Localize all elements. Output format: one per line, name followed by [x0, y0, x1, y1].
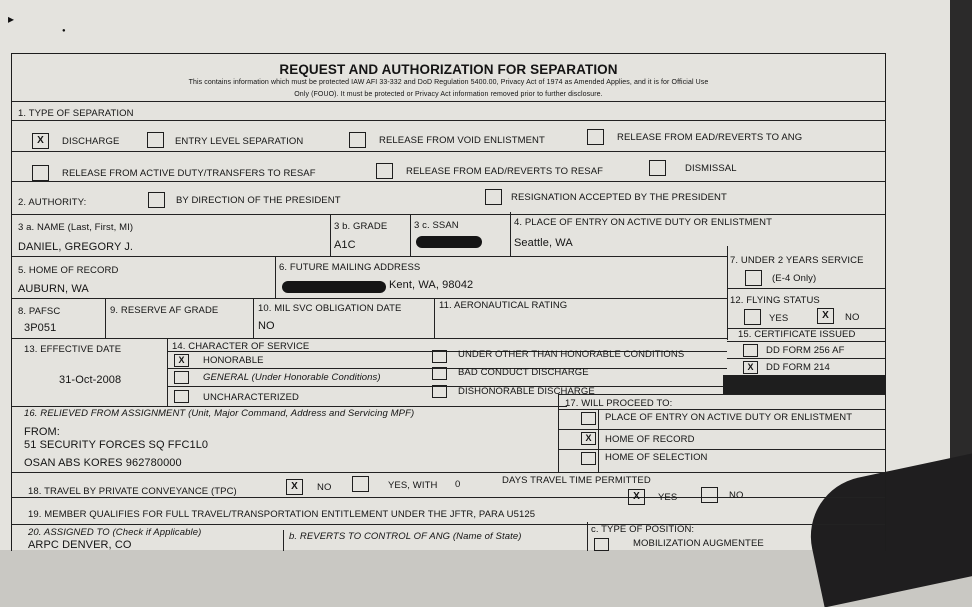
entry-level-separation-label: ENTRY LEVEL SEPARATION — [175, 136, 304, 147]
entitlement-no-checkbox[interactable] — [701, 487, 718, 503]
separation-form — [11, 53, 886, 551]
flying-status-no-checkbox[interactable]: X — [817, 308, 834, 324]
character-of-service-label: 14. CHARACTER OF SERVICE — [172, 341, 310, 352]
under-2-years-note: (E-4 Only) — [772, 273, 817, 284]
tpc-days-value: 0 — [455, 479, 461, 490]
grade-label: 3 b. GRADE — [334, 221, 388, 232]
place-of-entry-value: Seattle, WA — [514, 237, 573, 249]
general-label: GENERAL (Under Honorable Conditions) — [203, 372, 381, 383]
effective-date-value: 31-Oct-2008 — [59, 374, 122, 386]
general-checkbox[interactable] — [174, 371, 189, 384]
home-of-record-label: 5. HOME OF RECORD — [18, 265, 119, 276]
privacy-notice-line2: Only (FOUO). It must be protected or Privacy Act information removed prior to further disclosure. — [294, 91, 603, 98]
entry-level-separation-checkbox[interactable] — [147, 132, 164, 148]
resignation-accepted-checkbox[interactable] — [485, 189, 502, 205]
mobilization-augmentee-label: MOBILIZATION AUGMENTEE — [633, 538, 764, 549]
release-active-duty-label: RELEASE FROM ACTIVE DUTY/TRANSFERS TO RESAF — [62, 168, 316, 179]
type-of-separation-label: 1. TYPE OF SEPARATION — [18, 108, 134, 119]
under-other-than-honorable-label: UNDER OTHER THAN HONORABLE CONDITIONS — [458, 349, 685, 360]
aeronautical-rating-label: 11. AERONAUTICAL RATING — [439, 300, 568, 311]
release-ead-ang-label: RELEASE FROM EAD/REVERTS TO ANG — [617, 132, 803, 143]
type-of-position-label: c. TYPE OF POSITION: — [591, 524, 695, 535]
name-value: DANIEL, GREGORY J. — [18, 241, 134, 253]
release-ead-ang-checkbox[interactable] — [587, 129, 604, 145]
dd-form-256-label: DD FORM 256 AF — [766, 345, 845, 356]
flying-status-yes-checkbox[interactable] — [744, 309, 761, 325]
release-active-duty-checkbox[interactable] — [32, 165, 49, 181]
home-of-record-value: AUBURN, WA — [18, 283, 89, 295]
discharge-checkbox[interactable]: X — [32, 133, 49, 149]
release-void-enlistment-checkbox[interactable] — [349, 132, 366, 148]
reserve-af-grade-label: 9. RESERVE AF GRADE — [110, 305, 219, 316]
flying-status-label: 12. FLYING STATUS — [730, 295, 820, 306]
shaded-cell — [723, 375, 885, 394]
authority-label: 2. AUTHORITY: — [18, 197, 87, 208]
dd-form-214-label: DD FORM 214 — [766, 362, 830, 373]
flying-status-yes-label: YES — [769, 313, 789, 324]
assigned-to-label: 20. ASSIGNED TO (Check if Applicable) — [28, 527, 202, 538]
bad-conduct-checkbox[interactable] — [432, 367, 447, 380]
uncharacterized-checkbox[interactable] — [174, 390, 189, 403]
discharge-label: DISCHARGE — [62, 136, 120, 147]
mil-svc-obligation-value: NO — [258, 320, 275, 332]
by-direction-president-label: BY DIRECTION OF THE PRESIDENT — [176, 195, 341, 206]
resignation-accepted-label: RESIGNATION ACCEPTED BY THE PRESIDENT — [511, 192, 727, 203]
entitlement-yes-checkbox[interactable]: X — [628, 489, 645, 505]
relieved-from-label: FROM: — [24, 426, 60, 438]
flying-status-no-label: NO — [845, 312, 860, 323]
dismissal-label: DISMISSAL — [685, 163, 737, 174]
ssan-redaction — [416, 236, 482, 248]
tpc-days-label: DAYS TRAVEL TIME PERMITTED — [502, 475, 651, 486]
form-title: REQUEST AND AUTHORIZATION FOR SEPARATION — [279, 62, 618, 77]
by-direction-president-checkbox[interactable] — [148, 192, 165, 208]
tpc-yes-with-label: YES, WITH — [388, 480, 438, 491]
ssan-label: 3 c. SSAN — [414, 220, 459, 231]
tpc-no-label: NO — [317, 482, 332, 493]
grade-value: A1C — [334, 239, 356, 251]
privacy-notice-line1: This contains information which must be protected IAW AFI 33-332 and DoD Regulation 5400.00, Privacy Act of 1974 as Amended Applies, and it is for Official Use — [188, 79, 709, 86]
under-2-years-label: 7. UNDER 2 YEARS SERVICE — [730, 255, 864, 266]
uncharacterized-label: UNCHARACTERIZED — [203, 392, 299, 403]
relieved-from-assignment-label: 16. RELIEVED FROM ASSIGNMENT (Unit, Major Command, Address and Servicing MPF) — [24, 408, 415, 419]
proceed-home-of-record-label: HOME OF RECORD — [605, 434, 695, 445]
mil-svc-obligation-label: 10. MIL SVC OBLIGATION DATE — [258, 303, 402, 314]
address-redaction — [282, 281, 386, 293]
proceed-home-of-record-checkbox[interactable]: X — [581, 432, 596, 445]
effective-date-label: 13. EFFECTIVE DATE — [24, 344, 122, 355]
proceed-home-of-selection-label: HOME OF SELECTION — [605, 452, 708, 463]
proceed-place-of-entry-label: PLACE OF ENTRY ON ACTIVE DUTY OR ENLISTMENT — [605, 412, 853, 423]
pafsc-label: 8. PAFSC — [18, 306, 61, 317]
release-ead-resaf-label: RELEASE FROM EAD/REVERTS TO RESAF — [406, 166, 604, 177]
under-2-years-checkbox[interactable] — [745, 270, 762, 286]
mobilization-augmentee-checkbox[interactable] — [594, 538, 609, 551]
relieved-address-value: OSAN ABS KORES 962780000 — [24, 457, 182, 469]
dd-form-256-checkbox[interactable] — [743, 344, 758, 357]
proceed-home-of-selection-checkbox[interactable] — [581, 452, 596, 465]
will-proceed-to-label: 17. WILL PROCEED TO: — [565, 398, 673, 409]
release-void-enlistment-label: RELEASE FROM VOID ENLISTMENT — [379, 135, 545, 146]
proceed-place-of-entry-checkbox[interactable] — [581, 412, 596, 425]
tpc-yes-checkbox[interactable] — [352, 476, 369, 492]
paper-speck: ▸ — [8, 12, 15, 26]
relieved-unit-value: 51 SECURITY FORCES SQ FFC1L0 — [24, 439, 209, 451]
entitlement-label: 19. MEMBER QUALIFIES FOR FULL TRAVEL/TRANSPORTATION ENTITLEMENT UNDER THE JFTR, PARA U5125 — [28, 509, 536, 520]
name-label: 3 a. NAME (Last, First, MI) — [18, 222, 134, 233]
release-ead-resaf-checkbox[interactable] — [376, 163, 393, 179]
entitlement-no-label: NO — [729, 490, 744, 501]
dismissal-checkbox[interactable] — [649, 160, 666, 176]
pafsc-value: 3P051 — [24, 322, 57, 334]
dishonorable-label: DISHONORABLE DISCHARGE — [458, 386, 595, 397]
certificate-issued-label: 15. CERTIFICATE ISSUED — [738, 329, 856, 340]
paper-speck: ● — [62, 28, 66, 34]
under-other-than-honorable-checkbox[interactable] — [432, 350, 447, 363]
tpc-label: 18. TRAVEL BY PRIVATE CONVEYANCE (TPC) — [28, 486, 237, 497]
future-mailing-address-value: Kent, WA, 98042 — [389, 279, 474, 291]
future-mailing-address-label: 6. FUTURE MAILING ADDRESS — [279, 262, 421, 273]
honorable-label: HONORABLE — [203, 355, 264, 366]
dd-form-214-checkbox[interactable]: X — [743, 361, 758, 374]
place-of-entry-label: 4. PLACE OF ENTRY ON ACTIVE DUTY OR ENLISTMENT — [514, 217, 772, 228]
honorable-checkbox[interactable]: X — [174, 354, 189, 367]
dishonorable-checkbox[interactable] — [432, 385, 447, 398]
entitlement-yes-label: YES — [658, 492, 678, 503]
tpc-no-checkbox[interactable]: X — [286, 479, 303, 495]
bad-conduct-label: BAD CONDUCT DISCHARGE — [458, 367, 589, 378]
assigned-to-value: ARPC DENVER, CO — [28, 539, 132, 551]
reverts-to-ang-label: b. REVERTS TO CONTROL OF ANG (Name of State) — [289, 531, 522, 542]
